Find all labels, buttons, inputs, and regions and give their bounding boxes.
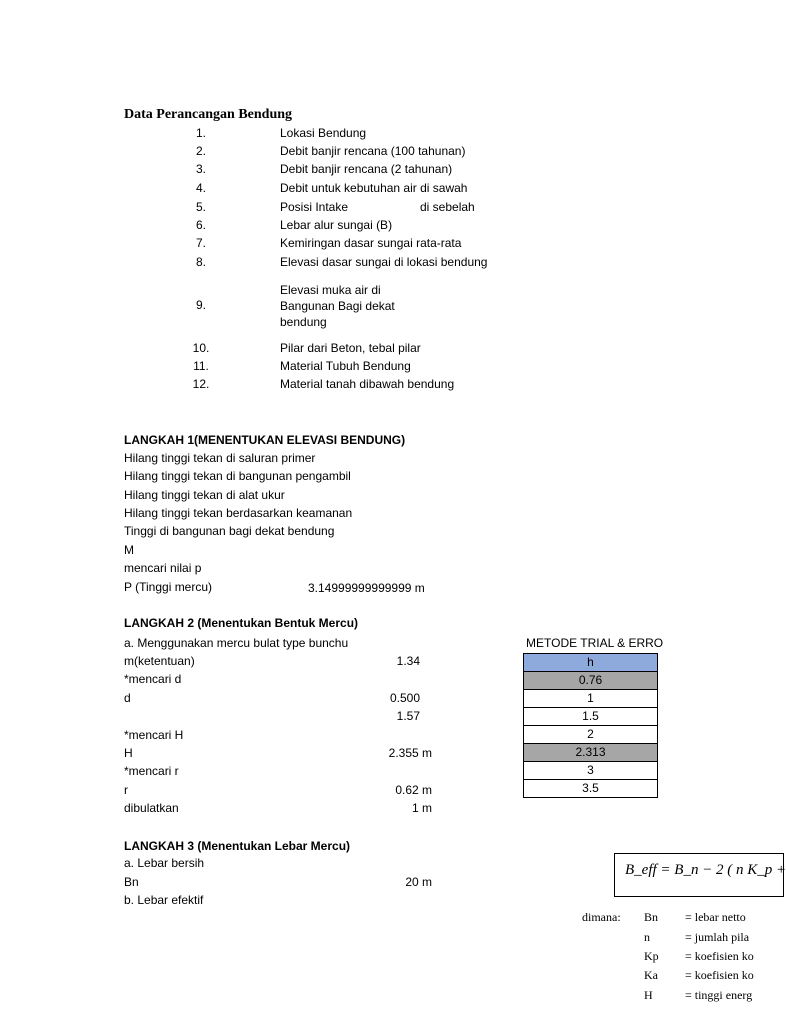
langkah2-label: r [124,783,128,797]
item-number: 7. [195,236,206,250]
langkah2-label: m(ketentuan) [124,654,195,668]
legend-desc: = koefisien ko [685,968,754,982]
lebar-bersih-label: a. Lebar bersih [124,856,205,870]
item-text: Debit untuk kebutuhan air di sawah [280,181,468,195]
item-number: 5. [195,200,206,214]
langkah1-line: Hilang tinggi tekan berdasarkan keamanan [124,506,353,520]
legend-desc: = jumlah pila [685,930,750,944]
trial-cell: 3 [524,762,658,780]
formula-text: B_eff = B_n − 2 ( n K_p + [625,862,786,878]
legend-symbol: Kp [644,949,659,963]
langkah2-label: *mencari d [124,672,182,686]
item-number: 4. [195,181,206,195]
legend-symbol: H [644,988,653,1002]
trial-cell: 2 [524,726,658,744]
langkah2-label: d [124,691,131,705]
trial-cell: 0.76 [524,672,658,690]
item-number: 10. [192,341,210,355]
langkah2-value: 0.500 [389,691,420,705]
trial-cell: 1 [524,690,658,708]
item-number: 8. [195,255,206,269]
item-number: 11. [193,359,209,373]
langkah2-label: dibulatkan [124,801,179,815]
langkah2-label: *mencari r [124,764,179,778]
bn-label: Bn [124,875,139,889]
langkah1-heading: LANGKAH 1(MENENTUKAN ELEVASI BENDUNG) [124,433,406,447]
trial-header-cell: h [524,654,658,672]
item-number: 9. [195,298,206,312]
bn-value: 20 m [405,875,432,889]
lebar-efektif-label: b. Lebar efektif [124,893,204,907]
langkah1-line: Tinggi di bangunan bagi dekat bendung [124,524,335,538]
p-label: P (Tinggi mercu) [124,580,213,594]
langkah2-value: 1 m [411,801,432,815]
item-number: 12. [192,377,210,391]
langkah1-line: mencari nilai p [124,561,202,575]
langkah1-line: Hilang tinggi tekan di alat ukur [124,488,285,502]
formula-box [614,853,784,897]
item-text: Pilar dari Beton, tebal pilar [280,341,421,355]
item-number: 6. [195,218,206,232]
item-text: Debit banjir rencana (100 tahunan) [280,144,466,158]
trial-cell: 2.313 [524,744,658,762]
legend-desc: = lebar netto [685,910,746,924]
langkah2-label: a. Menggunakan mercu bulat type bunchu [124,636,349,650]
item-number: 1. [195,126,206,140]
langkah2-heading: LANGKAH 2 (Menentukan Bentuk Mercu) [124,616,359,630]
legend-desc: = koefisien ko [685,949,754,963]
item-text: Lebar alur sungai (B) [280,218,393,232]
langkah2-value: 0.62 m [395,783,432,797]
langkah2-label: *mencari H [124,728,184,742]
langkah2-value: 1.34 [396,654,420,668]
p-value: 3.14999999999999 m [308,581,425,595]
item-number: 3. [195,162,206,176]
item-text: Debit banjir rencana (2 tahunan) [280,162,453,176]
trial-cell: 3.5 [524,780,658,798]
item-text: Posisi Intake [280,200,349,214]
item-number: 2. [195,144,206,158]
item-text: Lokasi Bendung [280,126,367,140]
langkah1-line: M [124,543,134,557]
item-text: Elevasi dasar sungai di lokasi bendung [280,255,488,269]
legend-intro: dimana: [582,910,621,924]
langkah2-value: 2.355 m [388,746,432,760]
legend-symbol: Bn [644,910,659,924]
page-title: Data Perancangan Bendung [124,107,293,122]
legend-symbol: Ka [644,968,658,982]
legend-desc: = tinggi energ [685,988,753,1002]
langkah3-heading: LANGKAH 3 (Menentukan Lebar Mercu) [124,839,351,853]
item-text: Material Tubuh Bendung [280,359,411,373]
trial-cell: 1.5 [524,708,658,726]
item-text: Material tanah dibawah bendung [280,377,455,391]
langkah1-line: Hilang tinggi tekan di bangunan pengambil [124,469,351,483]
trial-title: METODE TRIAL & ERRO [526,636,664,650]
langkah2-label: H [124,746,133,760]
langkah1-line: Hilang tinggi tekan di saluran primer [124,451,316,465]
item-text: Kemiringan dasar sungai rata-rata [280,236,462,250]
item-extra: di sebelah [420,200,475,214]
langkah2-value: 1.57 [396,709,420,723]
legend-symbol: n [644,930,650,944]
trial-table [523,653,658,798]
item-text: Elevasi muka air di Bangunan Bagi dekat bendung [280,283,395,329]
